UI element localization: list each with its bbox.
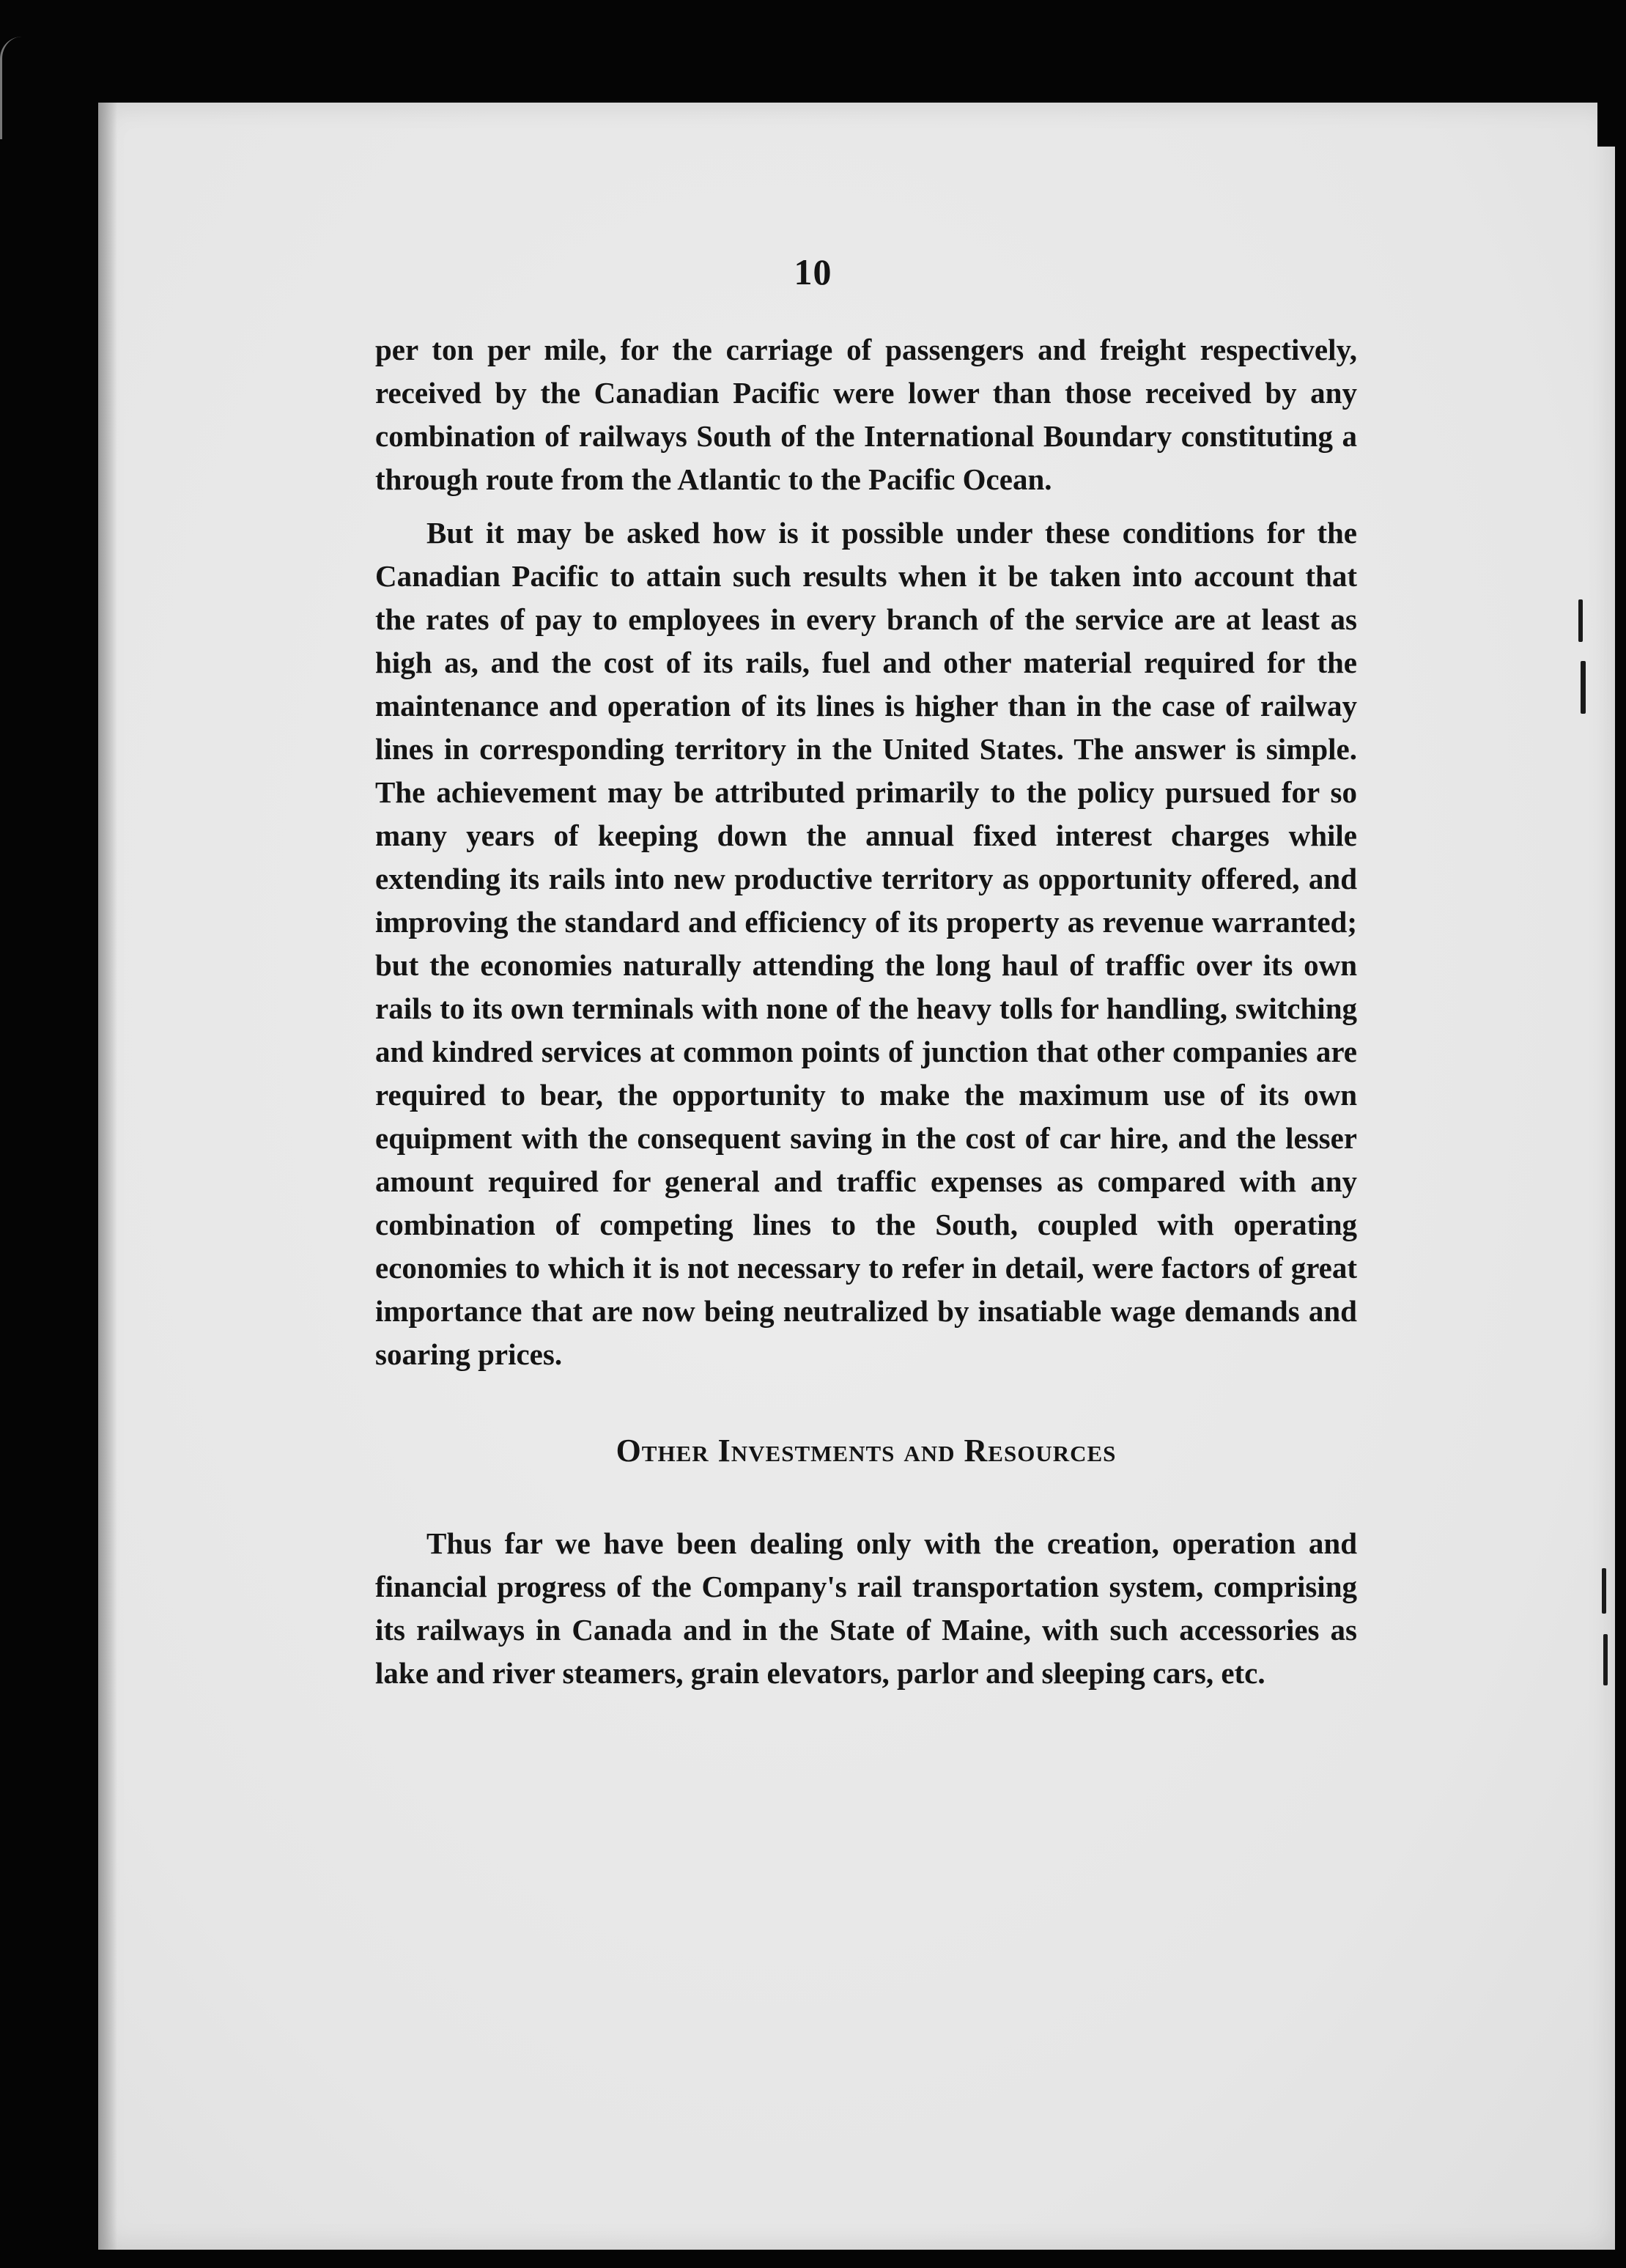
paragraph-continuation: per ton per mile, for the carriage of passengers and freight respectively, received by the Canadian Pacific were lower than those received by any combination of railways South of the International Boundary constituting a through route from the Atlantic to the Pacific Ocean.: [375, 333, 1357, 496]
page-gutter-shadow: [98, 103, 117, 2250]
body-text: [375, 328, 1357, 1695]
paragraph-section-intro: Thus far we have been dealing only with the creation, operation and financial progress of the Company's rail transportation system, comprising its railways in Canada and in the State of Maine, with such accessories as lake and river steamers, grain elevators, parlor and sleeping cars, etc.: [375, 1526, 1357, 1690]
paragraph-main: But it may be asked how is it possible under these conditions for the Canadian Pacific to attain such results when it be taken into account that the rates of pay to employees in every branch of the service are at least as high as, and the cost of its rails, fuel and other material required for the maintenance and operation of its lines is higher than in the case of railway lines in corresponding territory in the United States. The answer is simple. The achievement may be attributed primarily to the policy pursued for so many years of keeping down the annual fixed interest charges while extending its rails into new productive territory as opportunity offered, and improving the standard and efficiency of its property as revenue warranted; but the economies naturally attending the long haul of traffic over its own rails to its own terminals with none of the heavy tolls for handling, switching and kindred services at common points of junction that other companies are required to bear, the opportunity to make the maximum use of its own equipment with the consequent saving in the cost of car hire, and the lesser amount required for general and traffic expenses as compared with any combination of competing lines to the South, coupled with operating economies to which it is not necessary to refer in detail, were factors of great importance that are now being neutralized by insatiable wage demands and soaring prices.: [375, 516, 1357, 1371]
margin-mark: [1581, 661, 1586, 714]
section-heading: Other Investments and Resources: [616, 1433, 1117, 1469]
scan-edge-artifact: [0, 37, 24, 139]
page-number: 10: [794, 251, 832, 292]
scan-corner-artifact: [1597, 88, 1626, 147]
margin-mark: [1603, 1634, 1608, 1685]
margin-mark: [1578, 599, 1583, 642]
margin-mark: [1602, 1568, 1606, 1614]
